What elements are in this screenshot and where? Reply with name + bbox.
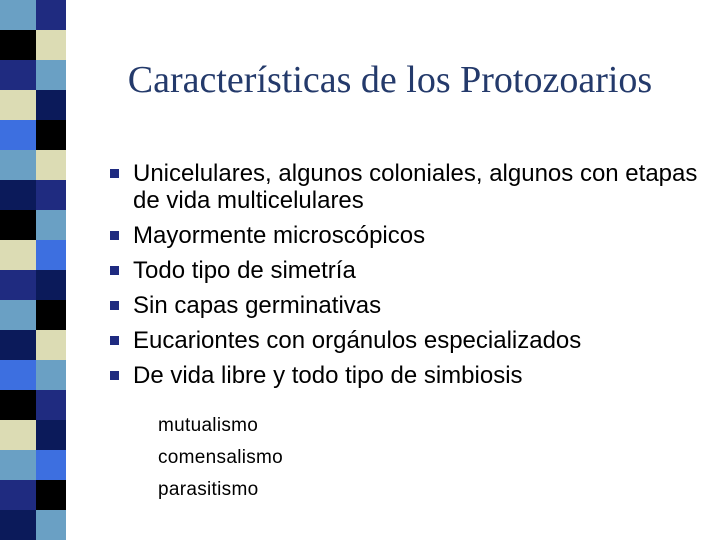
sub-list (158, 410, 283, 506)
bullet-marker-icon (110, 231, 119, 240)
bullet-item: Mayormente microscópicos (110, 222, 710, 249)
bullet-item: De vida libre y todo tipo de simbiosis (110, 362, 710, 389)
strip-block (0, 240, 36, 270)
bullet-list (110, 160, 710, 397)
strip-block (36, 180, 66, 210)
bullet-item: Unicelulares, algunos coloniales, algunos con etapas de vida multicelulares (110, 160, 710, 214)
bullet-marker-icon (110, 371, 119, 380)
bullet-marker-icon (110, 301, 119, 310)
bullet-item: Eucariontes con orgánulos especializados (110, 327, 710, 354)
slide-title: Características de los Protozoarios (127, 59, 653, 101)
strip-block (36, 0, 66, 30)
strip-block (0, 510, 36, 540)
sub-item-comensalismo: comensalismo (158, 447, 284, 468)
bullet-item: Sin capas germinativas (110, 292, 710, 319)
strip-block (0, 210, 36, 240)
sub-item-parasitismo: parasitismo (158, 479, 259, 500)
bullet-marker-icon (110, 336, 119, 345)
strip-block (0, 90, 36, 120)
strip-block (0, 450, 36, 480)
strip-block (0, 420, 36, 450)
strip-block (36, 360, 66, 390)
strip-block (36, 90, 66, 120)
strip-block (36, 450, 66, 480)
strip-block (36, 510, 66, 540)
strip-block (36, 30, 66, 60)
strip-block (0, 120, 36, 150)
strip-block (36, 120, 66, 150)
strip-block (0, 0, 36, 30)
strip-block (36, 480, 66, 510)
strip-block (36, 210, 66, 240)
bullet-marker-icon (110, 266, 119, 275)
strip-block (36, 390, 66, 420)
sub-item-mutualismo: mutualismo (158, 415, 259, 436)
bullet-item: Todo tipo de simetría (110, 257, 710, 284)
strip-block (0, 300, 36, 330)
strip-block (0, 60, 36, 90)
strip-block (0, 360, 36, 390)
decorative-strip (0, 0, 66, 540)
strip-block (0, 480, 36, 510)
strip-block (0, 30, 36, 60)
strip-block (36, 300, 66, 330)
strip-block (36, 270, 66, 300)
strip-block (0, 270, 36, 300)
strip-block (36, 420, 66, 450)
bullet-marker-icon (110, 169, 119, 178)
strip-block (36, 60, 66, 90)
strip-block (0, 150, 36, 180)
strip-block (0, 180, 36, 210)
strip-block (0, 330, 36, 360)
strip-block (36, 150, 66, 180)
strip-block (0, 390, 36, 420)
strip-block (36, 330, 66, 360)
strip-block (36, 240, 66, 270)
